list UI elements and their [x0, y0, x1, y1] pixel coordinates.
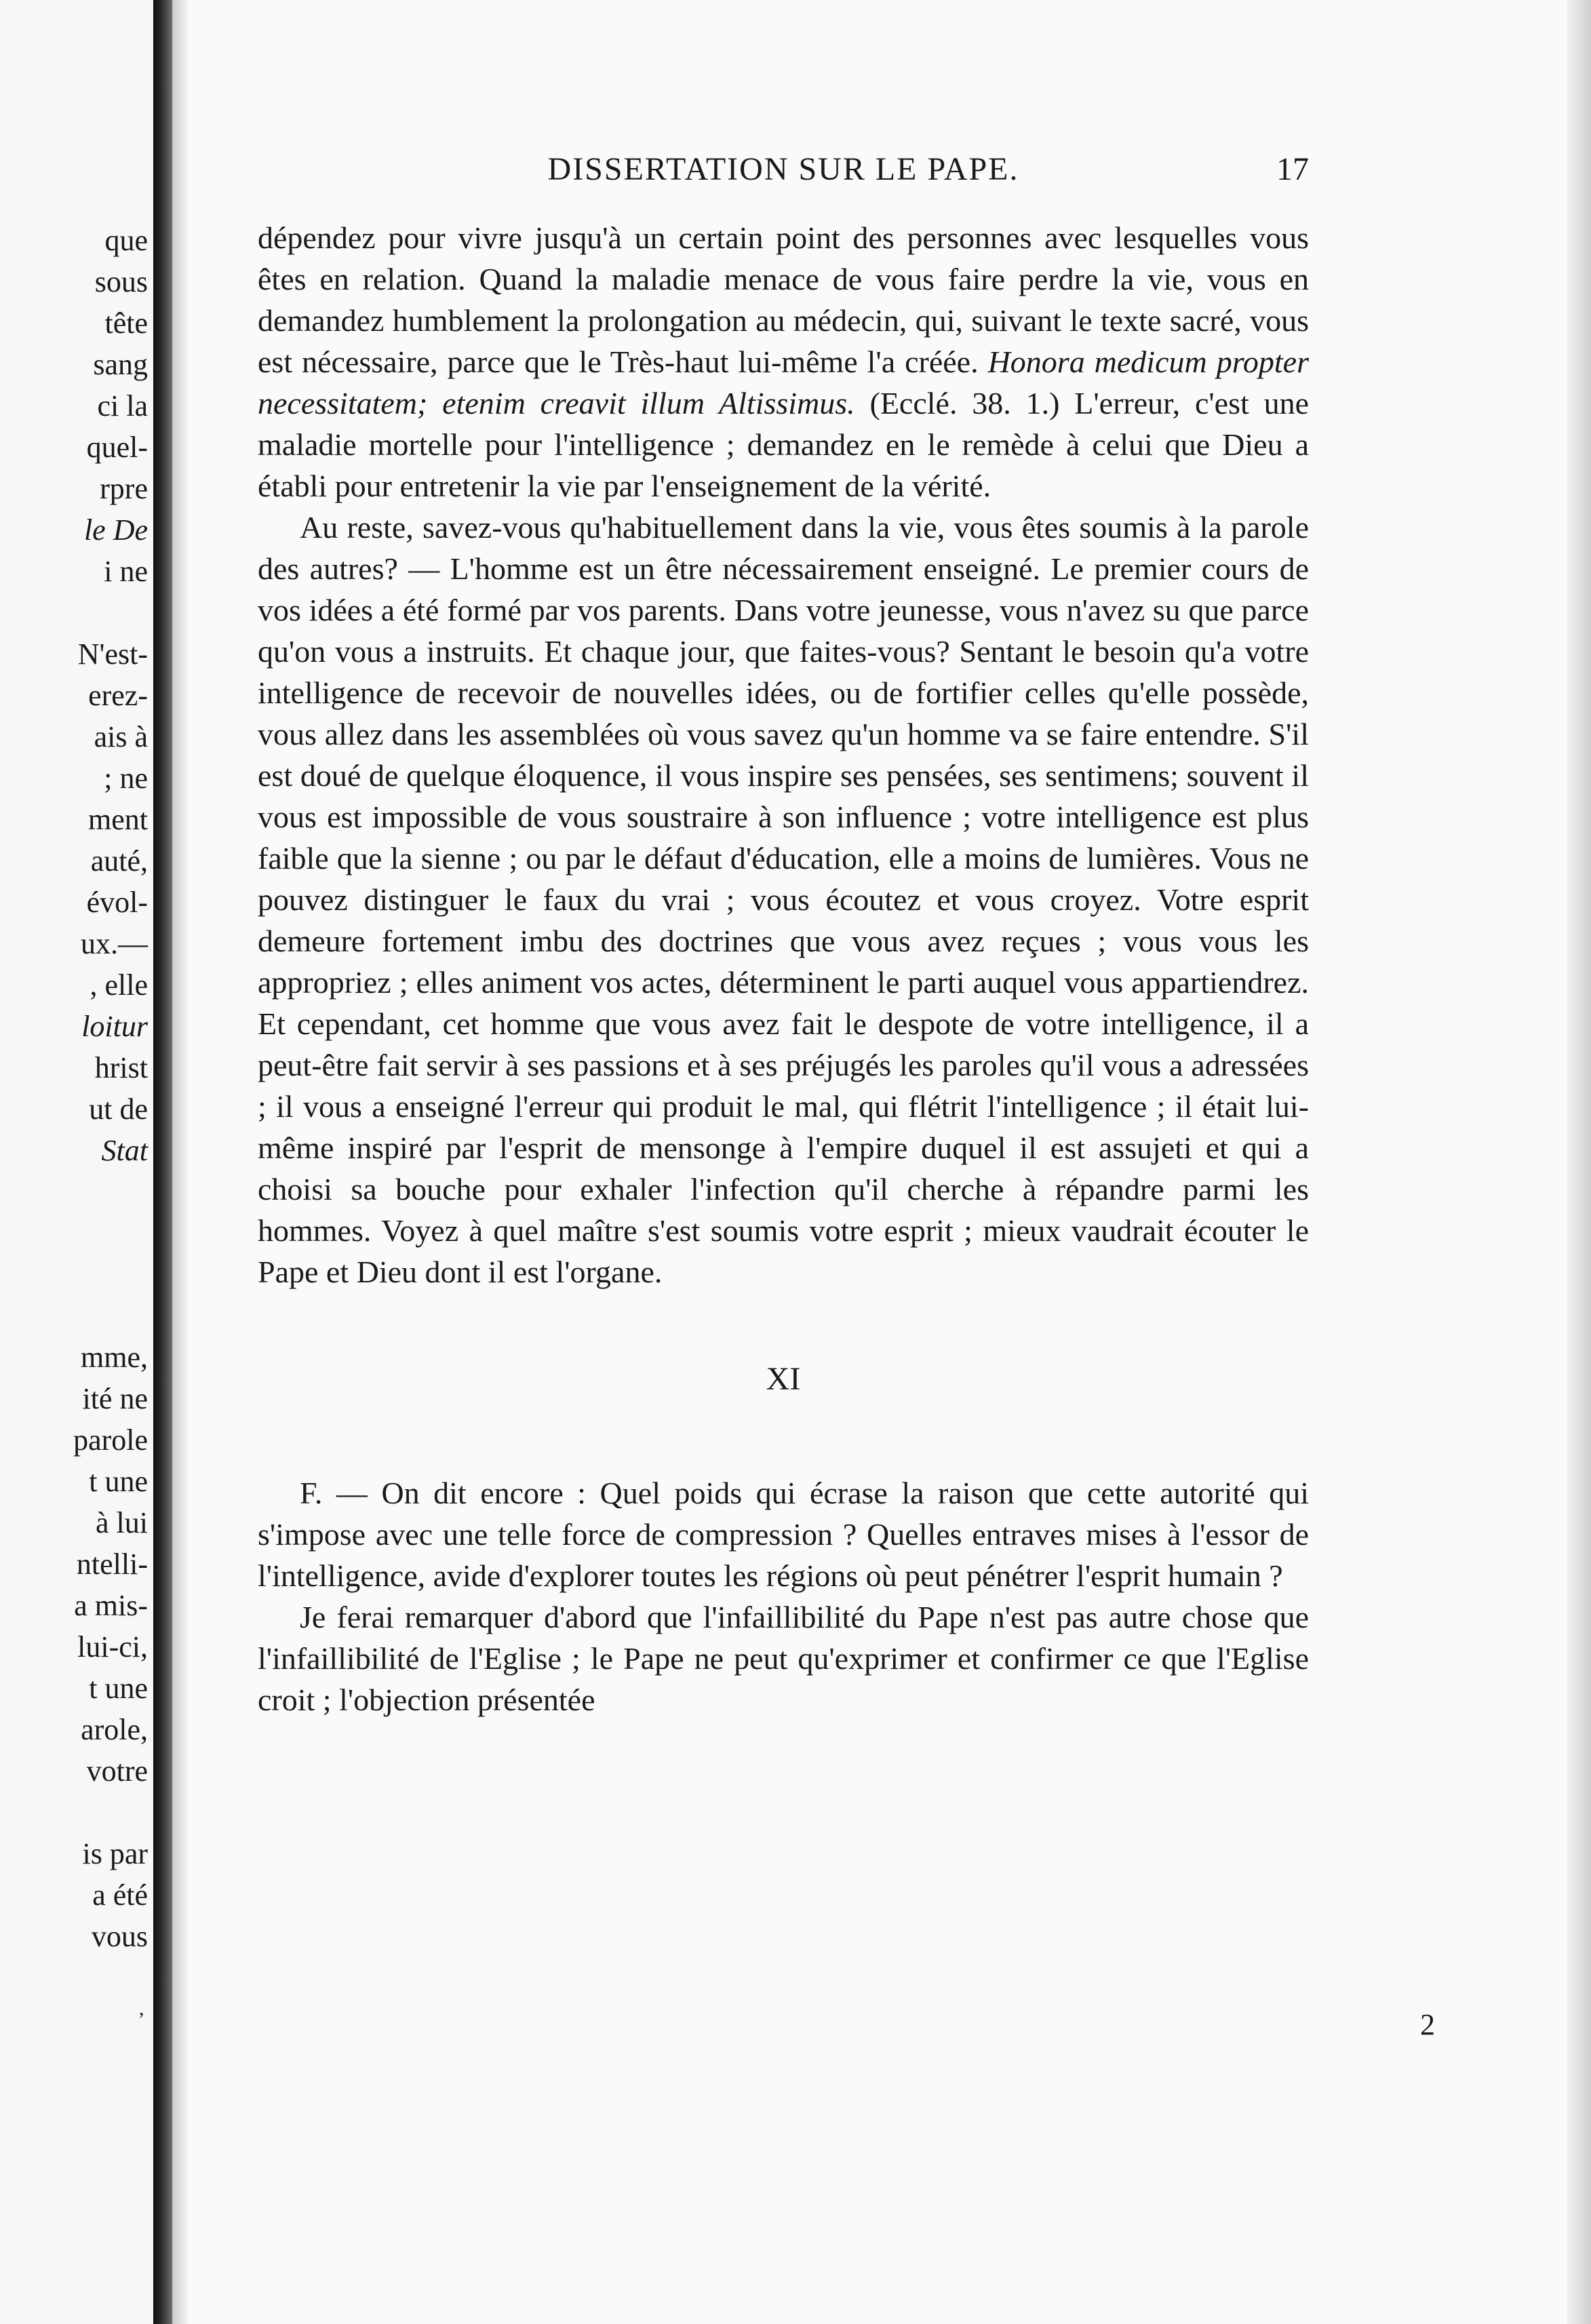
facing-page-line: Stat: [101, 1134, 148, 1167]
facing-page-line: is par: [82, 1837, 148, 1870]
facing-page-line: a mis-: [74, 1589, 148, 1622]
facing-page-line: arole,: [81, 1713, 148, 1746]
book-gutter: [153, 0, 172, 2324]
text-run: dépendez pour vivre jusqu'à un certain point des personnes avec lesquelles vous êtes en relation. Quand la maladie menace de vous faire perdre la vie, vous en demandez humblement la prolongation au médecin, qui, suivant le texte sacré, vous est nécessaire, parce que le Très-haut lui-même l'a créée.: [258, 220, 1309, 379]
facing-page-line: t une: [89, 1672, 148, 1705]
facing-page-line: rpre: [100, 472, 148, 505]
facing-page-line: ut de: [89, 1092, 148, 1126]
facing-page-line: ais à: [94, 720, 148, 753]
facing-page-line: ; ne: [104, 762, 148, 795]
paragraph: Je ferai remarquer d'abord que l'infaillibilité du Pape n'est pas autre chose que l'infaillibilité de l'Eglise ; le Pape ne peut qu'exprimer et confirmer ce que l'Eglise croit ; l'objection présentée: [258, 1600, 1309, 1717]
facing-page-line: ité ne: [82, 1382, 148, 1415]
facing-page-line: hrist: [94, 1051, 148, 1084]
facing-page-line: , elle: [90, 968, 148, 1002]
latin-quotation: Honora medicum propter necessitatem; etenim creavit illum Altissimus.: [258, 344, 1309, 420]
text-run: (Ecclé. 38. 1.) L'erreur, c'est une maladie mortelle pour l'intelligence ; demandez en le remède à celui que Dieu a établi pour entretenir la vie par l'enseignement de la vérité.: [258, 386, 1310, 503]
facing-page-line: ci la: [97, 389, 148, 422]
paragraph: [258, 217, 1309, 507]
facing-page-line: que: [104, 224, 148, 257]
page-edge-shadow: [1567, 0, 1591, 2324]
page-content: [258, 142, 1309, 1720]
facing-page-line: lui-ci,: [77, 1630, 148, 1663]
facing-page-line: à lui: [96, 1506, 148, 1539]
facing-page-line: parole: [73, 1423, 148, 1457]
facing-page-line: ux.—: [81, 927, 148, 960]
facing-page-line: évol-: [86, 886, 148, 919]
facing-page-line: a été: [92, 1878, 148, 1912]
facing-page-fragment: [0, 0, 153, 2324]
facing-page-line: quel-: [86, 431, 148, 464]
facing-page-line: auté,: [90, 844, 148, 878]
facing-page-line: sous: [94, 265, 148, 298]
spine-shadow: [172, 0, 189, 2324]
running-head: [258, 142, 1309, 197]
body-text: [258, 217, 1309, 1720]
facing-page-line: erez-: [88, 679, 148, 712]
facing-page-line: loitur: [81, 1010, 148, 1043]
facing-page-line: t une: [89, 1465, 148, 1498]
facing-page-line: le De: [83, 513, 148, 547]
facing-page-line: ntelli-: [76, 1548, 148, 1581]
facing-page-line: N'est-: [77, 637, 148, 671]
stray-mark: ,: [139, 1997, 144, 2020]
facing-page-line: vous: [91, 1920, 148, 1953]
facing-page-line: sang: [93, 348, 148, 381]
facing-page-line: mme,: [81, 1341, 148, 1374]
facing-page-line: votre: [86, 1754, 148, 1788]
signature-mark: 2: [1420, 2008, 1435, 2041]
paragraph: Au reste, savez-vous qu'habituellement dans la vie, vous êtes soumis à la parole des autres? — L'homme est un être nécessairement enseigné. Le premier cours de vos idées a été formé par vos parents. Dans votre jeunesse, vous n'avez su que parce qu'on vous a instruits. Et chaque jour, que faites-vous? Sentant le besoin qu'a votre intelligence de recevoir de nouvelles idées, ou de fortifier celles qu'elle possède, vous allez dans les assemblées où vous savez qu'un homme va se faire entendre. S'il est doué de quelque éloquence, il vous inspire ses pensées, ses sentimens; souvent il vous est impossible de vous soustraire à son influence ; votre intelligence est plus faible que la sienne ; ou par le défaut d'éducation, elle a moins de lumières. Vous ne pouvez distinguer le faux du vrai ; vous écoutez et vous croyez. Votre esprit demeure fortement imbu des doctrines que vous avez reçues ; vous vous les appropriez ; elles animent vos actes, déterminent le parti auquel vous appartiendrez. Et cependant, cet homme que vous avez fait le despote de votre intelligence, il a peut-être fait servir à ses passions et à ses préjugés les paroles qu'il vous a adressées ; il vous a enseigné l'erreur qui produit le mal, qui flétrit l'intelligence ; il était lui-même inspiré par l'esprit de mensonge à l'empire duquel il est assujeti et qui a choisi sa bouche pour exhaler l'infection qu'il cherche à répandre parmi les hommes. Voyez à quel maître s'est soumis votre esprit ; mieux vaudrait écouter le Pape et Dieu dont il est l'organe.: [258, 510, 1309, 1289]
paragraph: F. — On dit encore : Quel poids qui écrase la raison que cette autorité qui s'impose avec une telle force de compression ? Quelles entraves mises à l'essor de l'intelligence, avide d'explorer toutes les régions où peut pénétrer l'esprit humain ?: [258, 1476, 1309, 1593]
running-title: DISSERTATION SUR LE PAPE.: [547, 151, 1019, 187]
facing-page-line: tête: [104, 307, 148, 340]
page-number: 17: [1276, 151, 1309, 187]
section-heading: XI: [766, 1361, 801, 1397]
facing-page-line: i ne: [104, 555, 148, 588]
facing-page-line: ment: [88, 803, 148, 836]
